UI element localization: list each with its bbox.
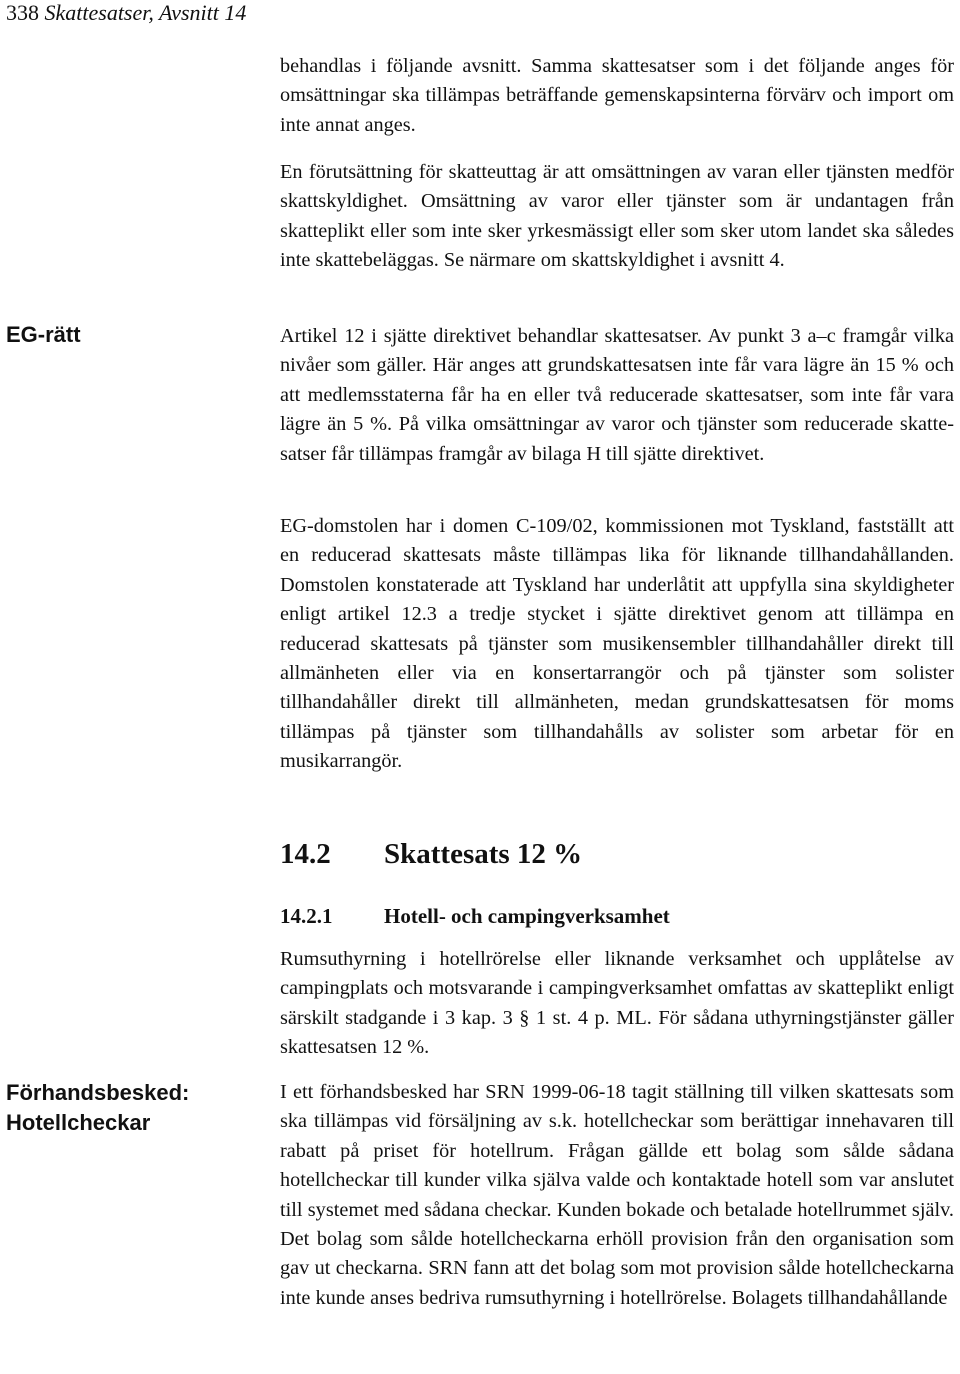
subsection-heading-14-2-1 (280, 902, 670, 930)
paragraph-5: Rumsuthyrning i hotellrörelse eller liknande verksamhet och upplåtelse av campingplats och motsvarande i campingverksamhet omfattas av skatteplikt enligt särskilt stadgande i 3 kap. 3 § 1 st. 4 p. ML. För sådana uthyrningstjänster gäller skattesatsen 12 %. (280, 948, 954, 1059)
running-title: Skattesatser, Avsnitt 14 (44, 0, 247, 25)
paragraph-3: Artikel 12 i sjätte direktivet behandlar skattesatser. Av punkt 3 a–c framgår vilka nivåer som gäller. Här anges att grundskattesatsen inte får vara lägre än 15 % och att medlemsstaterna får ha en eller två reducerade skattesatser, som inte får vara lägre än 5 %. På vilka omsättningar av varor och tjänster som reducerade skattesatser får tillämpas framgår av bilaga H till sjätte direktivet. (280, 325, 954, 465)
section-heading-14-2 (280, 836, 582, 872)
subsection-title: Hotell- och campingverksamhet (384, 904, 670, 928)
paragraph-6: I ett förhandsbesked har SRN 1999-06-18 tagit ställning till vilken skattesats som ska tillämpas vid försäljning av s.k. hotellcheckar som berättigar innehavaren till rabatt på priset för hotellrum. Frågan gällde ett bolag som sålde sådana hotellcheckar till kunder vilka själva valde och kontaktade hotell som var anslutet till systemet med sådana checkar. Kunden bokade och betalade hotellrummet själv. Det bolag som sålde hotellcheckarna erhöll provision från den organisation som gav ut checkarna. SRN fann att det bolag som mot provision sålde hotellcheckarna inte kunde anses bedriva rumsuthyrning i hotellrörelse. Bolagets tillhandahållande (280, 1081, 954, 1309)
paragraph-2: En förutsättning för skatteuttag är att omsättningen av varan eller tjänsten medför skattskyldighet. Omsättning av varor eller tjänster som är undantagen från skatteplikt eller som inte sker yrkesmässigt eller som sker utom landet ska således inte skattebeläggas. Se närmare om skattskyldighet i avsnitt 4. (280, 161, 954, 272)
paragraph-4: EG-domstolen har i domen C-109/02, kommissionen mot Tyskland, fastställt att en reducerad skattesats måste tillämpas lika för liknande tillhandahållanden. Domstolen konstaterade att Tyskland har underlåtit att uppfylla sina skyldigheter enligt artikel 12.3 a tredje stycket i sjätte direktivet genom att tillämpa en reducerad skattesats på tjänster som musikensembler tillhandahåller direkt till allmänheten eller via en konsertarrangör och på tjänster som solister tillhandahåller direkt till allmänheten, medan grundskattesatsen för moms tillämpas på tjänster som tillhandahålls av solister som arbetar för en musikarrangör. (280, 515, 954, 773)
running-header (6, 0, 246, 26)
margin-note-line-2: Hotellcheckar (6, 1110, 151, 1135)
section-number: 14.2 (280, 838, 331, 870)
section-title: Skattesats 12 % (384, 838, 583, 870)
subsection-number: 14.2.1 (280, 904, 333, 928)
margin-note-eg-ratt: EG-rätt (6, 322, 81, 347)
margin-note-forhandsbesked (6, 1078, 189, 1138)
page-number: 338 (6, 0, 39, 25)
paragraph-1: behandlas i följande avsnitt. Samma skattesatser som i det följande anges för omsättningar ska tillämpas beträffande gemenskapsinterna förvärv och import om inte annat anges. (280, 55, 954, 136)
margin-note-line-1: Förhandsbesked: (6, 1080, 190, 1105)
